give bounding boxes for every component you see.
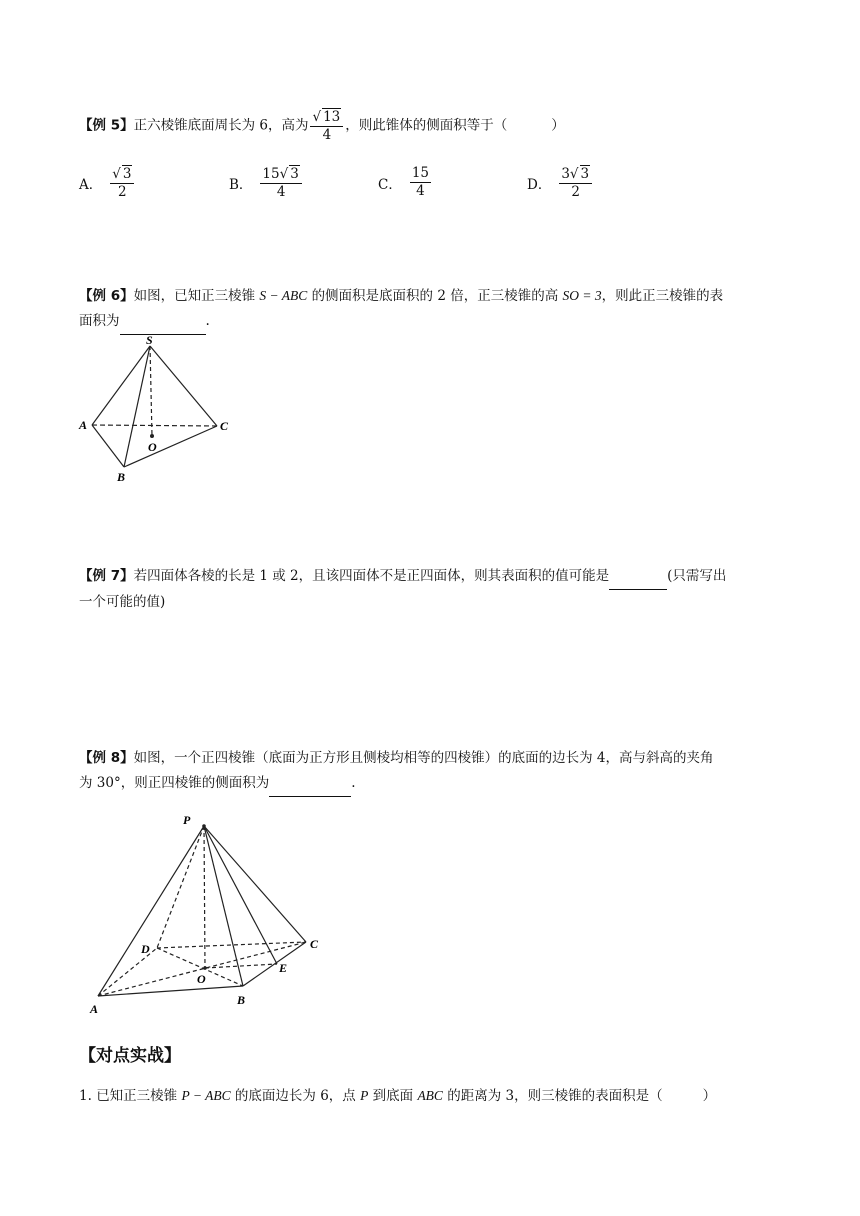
example-5-text-b: ，则此锥体的侧面积等于（: [345, 117, 508, 134]
answer-blank[interactable]: [120, 309, 206, 335]
example-7-tag: 【例 7】: [79, 568, 134, 584]
question-number: 1.: [79, 1088, 92, 1104]
example-6-figure: [70, 334, 250, 486]
example-5-option-a: [79, 165, 136, 201]
example-6-tag: 【例 6】: [79, 288, 134, 304]
label-b: B: [117, 470, 126, 484]
option-fraction: $\frac{3√ 3}{2}$: [559, 165, 592, 201]
label-s: S: [146, 334, 153, 347]
example-8-figure: [80, 808, 330, 1018]
height-so: [150, 346, 152, 436]
slant-pe: [204, 826, 277, 964]
edge-sc: [150, 346, 217, 426]
label-a: A: [79, 418, 88, 432]
example-5-question: [79, 108, 565, 144]
example-5-option-d: [527, 165, 594, 201]
edge-ab: [98, 986, 243, 996]
option-fraction: $\frac{15√ 3}{4}$: [260, 165, 301, 201]
option-label: D．: [527, 177, 552, 193]
example-6-height: SO = 3: [562, 288, 602, 303]
label-o: O: [148, 440, 157, 454]
option-label: B．: [229, 177, 253, 193]
question-1-pyramid: P − ABC: [181, 1088, 231, 1103]
example-5-close-paren: ）: [551, 117, 565, 134]
edge-bc: [243, 942, 306, 986]
option-label: C．: [378, 176, 402, 193]
label-c: C: [310, 937, 319, 951]
answer-blank[interactable]: [269, 771, 351, 797]
diag-ac: [98, 942, 306, 996]
example-5-height-fraction: $\frac{√ 13}{4}$: [310, 108, 343, 144]
answer-blank[interactable]: [609, 564, 667, 590]
example-8-tag: 【例 8】: [79, 750, 134, 766]
edge-ac: [92, 425, 217, 426]
height-po: [204, 826, 205, 968]
label-a: A: [90, 1002, 99, 1016]
edge-pd: [157, 826, 204, 948]
edge-ab: [92, 425, 124, 467]
question-1: 1. 已知正三棱锥 P − ABC 的底面边长为 6，点 P 到底面 ABC 的距离为 3，则三棱锥的表面积是（ ）: [79, 1088, 717, 1104]
example-8-question: 【例 8】如图，一个正四棱锥（底面为正方形且侧棱均相等的四棱锥）的底面的边长为 4，高与斜高的夹角 为 30°，则正四棱锥的侧面积为 .: [79, 746, 789, 797]
label-o: O: [197, 972, 206, 986]
edge-pc: [204, 826, 306, 942]
edge-dc: [157, 942, 306, 948]
edge-pb: [204, 826, 243, 986]
label-b: B: [237, 993, 246, 1007]
label-c: C: [220, 419, 229, 433]
point-o: [150, 434, 154, 438]
example-5-text-a: 正六棱锥底面周长为 6，高为: [133, 117, 309, 134]
point-p: [202, 824, 206, 828]
option-fraction: $\frac{√ 3}{2}$: [110, 165, 134, 201]
label-e: E: [279, 961, 288, 975]
section-title: 【对点实战】: [79, 1046, 181, 1066]
example-5-option-c: [378, 165, 433, 200]
label-p: P: [183, 813, 191, 827]
example-6-pyramid: S − ABC: [259, 288, 308, 303]
point-o: [203, 966, 207, 970]
edge-pa: [98, 826, 204, 996]
option-fraction: $\frac{15}{4}$: [411, 165, 430, 199]
edge-bc: [124, 426, 217, 467]
example-7-question: 【例 7】若四面体各棱的长是 1 或 2，且该四面体不是正四面体，则其表面积的值可能是 (只需写出 一个可能的值): [79, 564, 789, 615]
label-d: D: [141, 942, 150, 956]
option-label: A．: [79, 177, 103, 193]
example-5-tag: 【例 5】: [79, 117, 134, 134]
example-6-question: 【例 6】如图，已知正三棱锥 S − ABC 的侧面积是底面积的 2 倍，正三棱锥的高 SO = 3，则此正三棱锥的表 面积为 .: [79, 283, 784, 335]
example-5-option-b: [229, 165, 304, 201]
